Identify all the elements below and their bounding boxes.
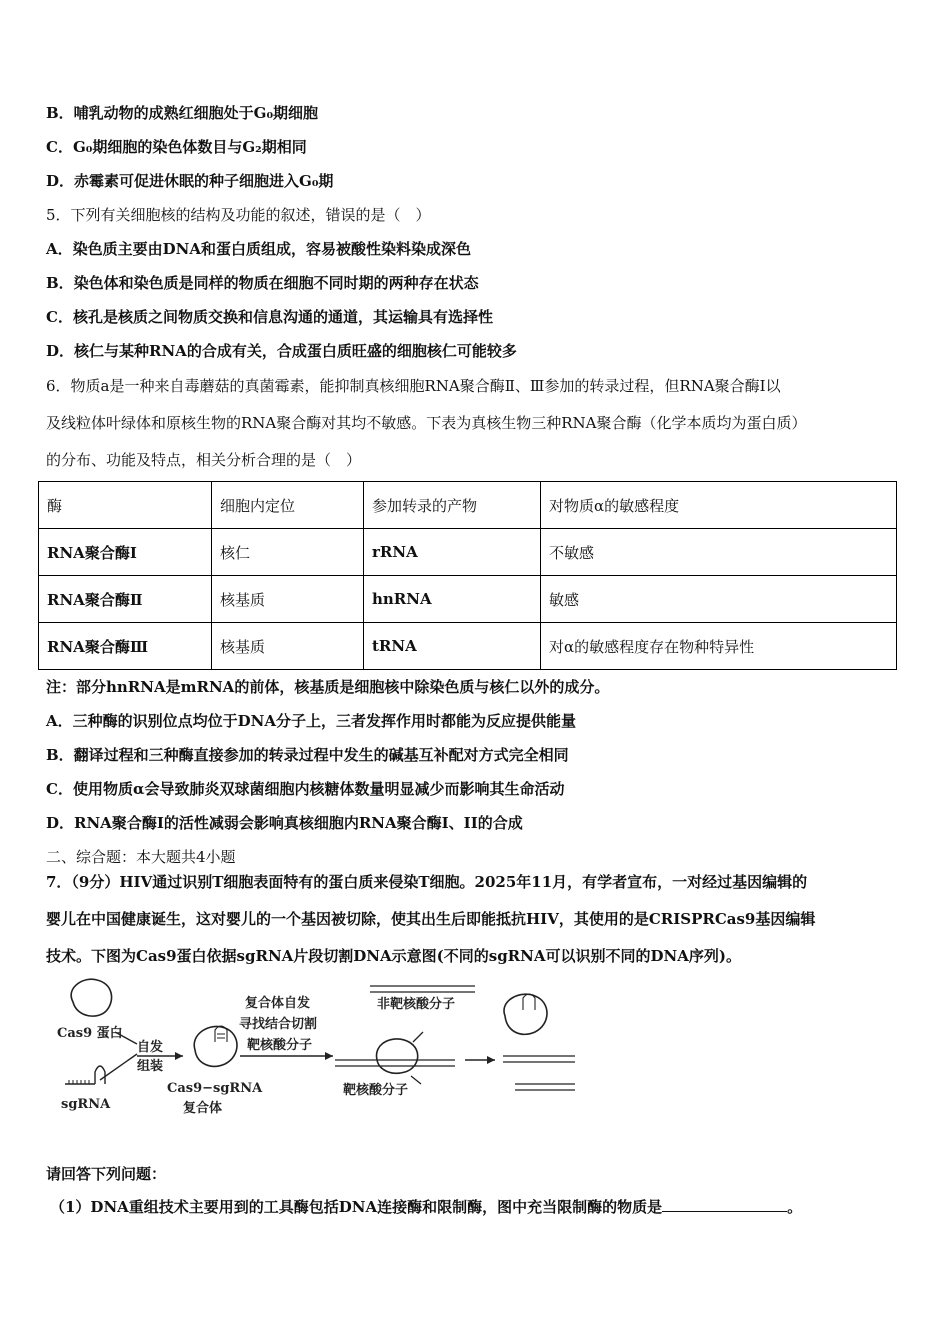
complex-label-1: Cas9−sgRNA bbox=[167, 1081, 263, 1096]
table-cell: hnRNA bbox=[364, 576, 541, 623]
nontarget-dna bbox=[370, 986, 475, 992]
table-cell: 核基质 bbox=[212, 576, 364, 623]
q5-option-b: B．染色体和染色质是同样的物质在细胞不同时期的两种存在状态 bbox=[46, 274, 479, 292]
arrowhead bbox=[175, 1052, 183, 1060]
table-header-cell: 酶 bbox=[39, 482, 212, 529]
q7-stem-line-1: 7．（9分）HIV通过识别T细胞表面特有的蛋白质来侵染T细胞。2025年11月，有学者宣布，一对经过基因编辑的 bbox=[46, 873, 808, 891]
target-dna bbox=[335, 1060, 455, 1066]
table-header-row bbox=[39, 482, 897, 529]
table-cell: RNA聚合酶Ⅲ bbox=[39, 623, 212, 670]
table-cell: 对α的敏感程度存在物种特异性 bbox=[541, 623, 897, 670]
arrowhead bbox=[487, 1056, 495, 1064]
q6-stem-line-3: 的分布、功能及特点，相关分析合理的是（ ） bbox=[46, 451, 362, 469]
sgrna-label: sgRNA bbox=[61, 1097, 111, 1112]
table-row bbox=[39, 623, 897, 670]
crispr-cas9-diagram bbox=[55, 972, 585, 1132]
q6-option-b: B．翻译过程和三种酶直接参加的转录过程中发生的碱基互补配对方式完全相同 bbox=[46, 746, 569, 764]
search-label-2: 寻找结合切割 bbox=[239, 1017, 318, 1032]
q4-option-d: D．赤霉素可促进休眠的种子细胞进入G₀期 bbox=[46, 172, 334, 190]
table-header-cell: 细胞内定位 bbox=[212, 482, 364, 529]
assemble-label-1: 自发 bbox=[137, 1040, 164, 1055]
table-cell: 敏感 bbox=[541, 576, 897, 623]
table-cell: RNA聚合酶Ⅰ bbox=[39, 529, 212, 576]
arrowhead bbox=[325, 1052, 333, 1060]
table-row bbox=[39, 529, 897, 576]
table-cell: 不敏感 bbox=[541, 529, 897, 576]
rna-polymerase-table bbox=[38, 481, 897, 670]
table-row bbox=[39, 576, 897, 623]
table-header-cell: 参加转录的产物 bbox=[364, 482, 541, 529]
q6-note: 注：部分hnRNA是mRNA的前体，核基质是细胞核中除染色质与核仁以外的成分。 bbox=[46, 678, 610, 696]
cut-dna-fragment bbox=[515, 1084, 575, 1090]
complex-rna bbox=[215, 1026, 227, 1042]
q4-option-c: C．G₀期细胞的染色体数目与G₂期相同 bbox=[46, 138, 307, 156]
search-label-3: 靶核酸分子 bbox=[247, 1038, 313, 1053]
q6-option-d: D．RNA聚合酶I的活性减弱会影响真核细胞内RNA聚合酶I、II的合成 bbox=[46, 814, 523, 832]
answer-blank[interactable] bbox=[662, 1197, 787, 1212]
complex-label-2: 复合体 bbox=[183, 1101, 223, 1116]
q7-sub1-text: （1）DNA重组技术主要用到的工具酶包括DNA连接酶和限制酶，图中充当限制酶的物质是 bbox=[50, 1198, 663, 1216]
cut-dna-fragment bbox=[503, 1056, 575, 1062]
table-cell: rRNA bbox=[364, 529, 541, 576]
q5-stem: 5．下列有关细胞核的结构及功能的叙述，错误的是（ ） bbox=[46, 206, 431, 224]
free-complex-rna bbox=[523, 994, 535, 1010]
q6-stem-line-1: 6．物质a是一种来自毒蘑菇的真菌霉素，能抑制真核细胞RNA聚合酶Ⅱ、Ⅲ参加的转录过程，但RNA聚合酶Ⅰ以 bbox=[46, 377, 781, 395]
cas9-label: Cas9 蛋白 bbox=[57, 1026, 123, 1041]
table-cell: 核仁 bbox=[212, 529, 364, 576]
q5-option-c: C．核孔是核质之间物质交换和信息沟通的通道，其运输具有选择性 bbox=[46, 308, 493, 326]
table-cell: tRNA bbox=[364, 623, 541, 670]
table-cell: RNA聚合酶Ⅱ bbox=[39, 576, 212, 623]
q4-option-b: B．哺乳动物的成熟红细胞处于G₀期细胞 bbox=[46, 104, 319, 122]
q6-option-a: A．三种酶的识别位点均位于DNA分子上，三者发挥作用时都能为反应提供能量 bbox=[46, 712, 576, 730]
bound-complex bbox=[377, 1039, 418, 1073]
complex-shape bbox=[194, 1026, 237, 1066]
search-label-1: 复合体自发 bbox=[245, 996, 311, 1011]
q7-stem-line-3: 技术。下图为Cas9蛋白依据sgRNA片段切割DNA示意图(不同的sgRNA可以识别不同的DNA序列)。 bbox=[46, 947, 741, 965]
q7-prompt: 请回答下列问题： bbox=[46, 1165, 167, 1183]
free-complex-shape bbox=[504, 994, 547, 1034]
nontarget-label: 非靶核酸分子 bbox=[377, 997, 456, 1012]
section-heading: 二、综合题：本大题共4小题 bbox=[46, 848, 236, 866]
q7-sub1 bbox=[50, 1197, 802, 1217]
q7-stem-line-2: 婴儿在中国健康诞生，这对婴儿的一个基因被切除，使其出生后即能抵抗HIV，其使用的是CRISPRCas9基因编辑 bbox=[46, 910, 816, 928]
q6-stem-line-2: 及线粒体叶绿体和原核生物的RNA聚合酶对其均不敏感。下表为真核生物三种RNA聚合酶（化学本质均为蛋白质） bbox=[46, 414, 807, 432]
q6-option-c: C．使用物质α会导致肺炎双球菌细胞内核糖体数量明显减少而影响其生命活动 bbox=[46, 780, 565, 798]
table-cell: 核基质 bbox=[212, 623, 364, 670]
q5-option-a: A．染色质主要由DNA和蛋白质组成，容易被酸性染料染成深色 bbox=[46, 240, 471, 258]
table-header-cell: 对物质α的敏感程度 bbox=[541, 482, 897, 529]
q5-option-d: D．核仁与某种RNA的合成有关，合成蛋白质旺盛的细胞核仁可能较多 bbox=[46, 342, 517, 360]
q7-sub1-end: 。 bbox=[787, 1198, 803, 1216]
target-label: 靶核酸分子 bbox=[343, 1083, 409, 1098]
cas9-protein-shape bbox=[71, 979, 111, 1016]
assemble-label-2: 组装 bbox=[137, 1059, 164, 1074]
